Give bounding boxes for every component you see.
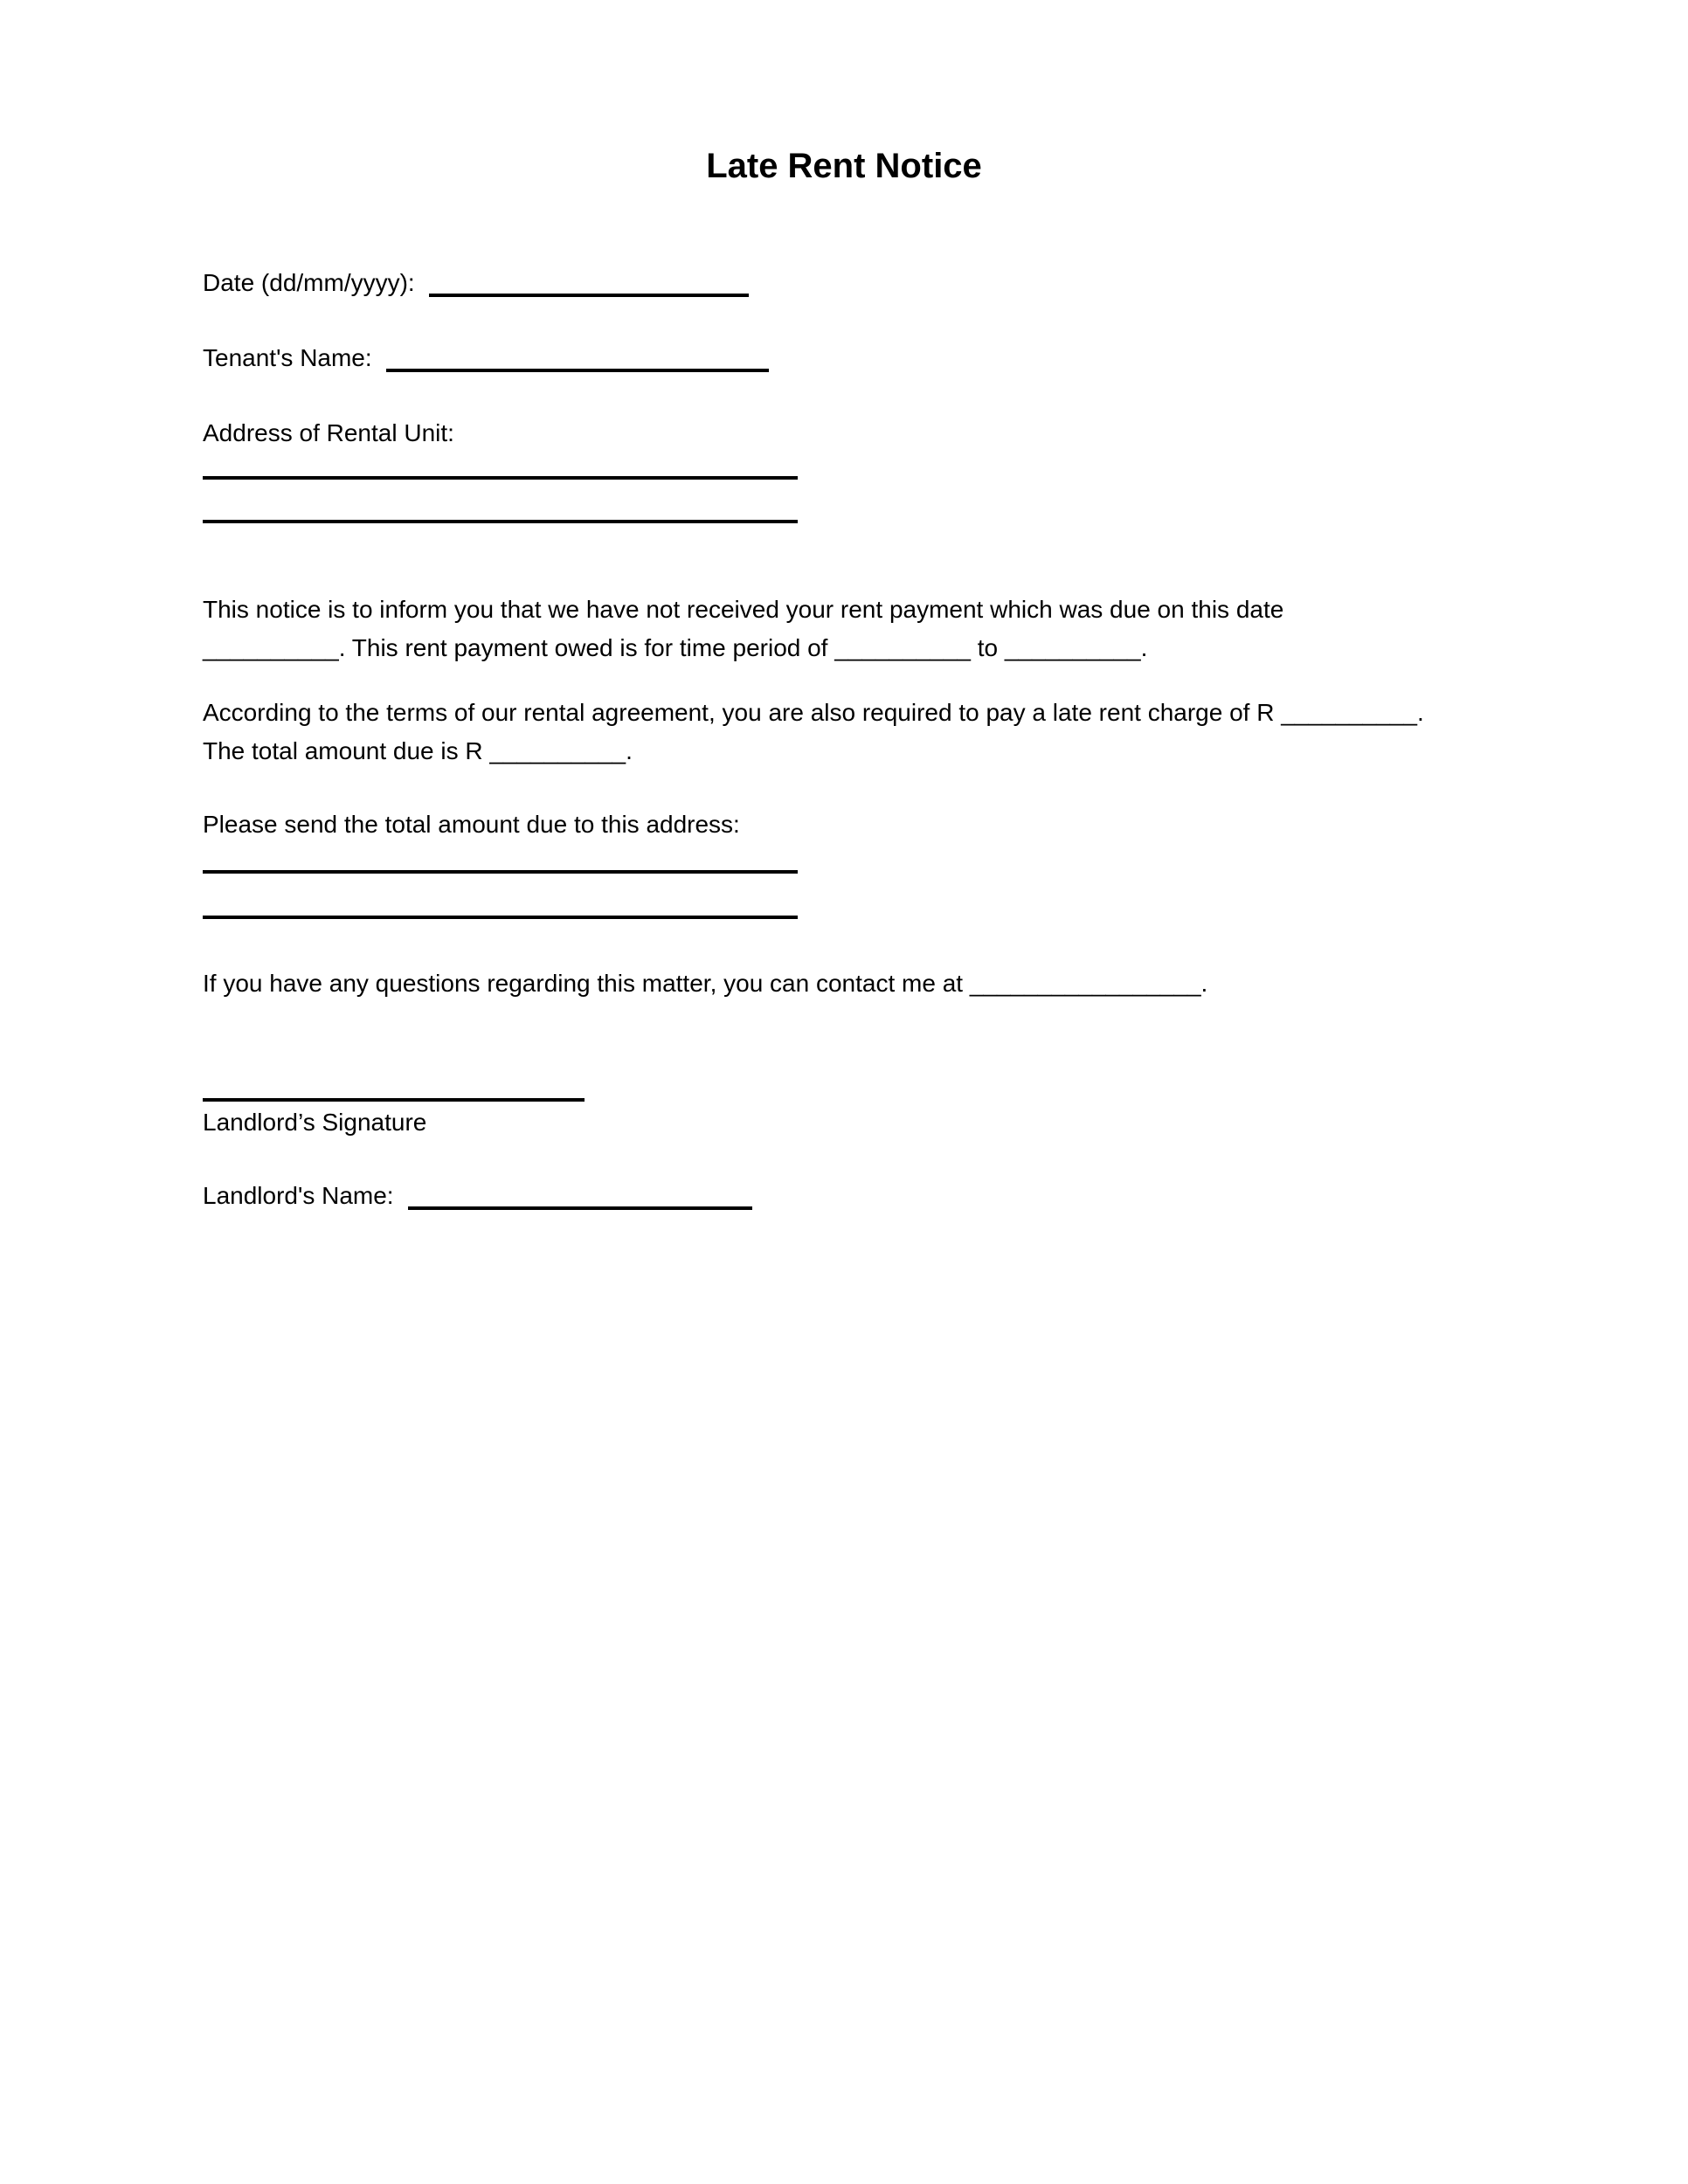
landlord-name-blank-line (408, 1206, 752, 1210)
tenant-name-label: Tenant's Name: (203, 344, 372, 371)
landlord-signature-line (203, 1098, 585, 1102)
tenant-name-blank-line (386, 369, 769, 372)
date-field (203, 267, 1485, 299)
send-address-label: Please send the total amount due to this address: (203, 811, 740, 838)
send-address-blank-line-2 (203, 916, 798, 919)
date-blank-line (429, 294, 749, 297)
late-charge-paragraph: According to the terms of our rental agreement, you are also required to pay a late rent charge of R __________. The total amount due is R __________. (203, 699, 1424, 764)
tenant-name-field (203, 342, 1485, 374)
notice-paragraph: This notice is to inform you that we have not received your rent payment which was due on this date __________. This rent payment owed is for time period of __________ to __________. (203, 596, 1284, 661)
document-title: Late Rent Notice (706, 147, 982, 185)
rental-address-blank-line-2 (203, 520, 798, 523)
rental-address-blank-line-1 (203, 476, 798, 480)
landlord-name-label: Landlord's Name: (203, 1182, 394, 1209)
landlord-signature-label: Landlord’s Signature (203, 1109, 427, 1136)
send-address-blank-line-1 (203, 870, 798, 874)
date-label: Date (dd/mm/yyyy): (203, 269, 415, 296)
landlord-name-field (203, 1180, 1485, 1212)
rental-address-label: Address of Rental Unit: (203, 419, 454, 446)
contact-paragraph: If you have any questions regarding this matter, you can contact me at _________________. (203, 970, 1208, 997)
